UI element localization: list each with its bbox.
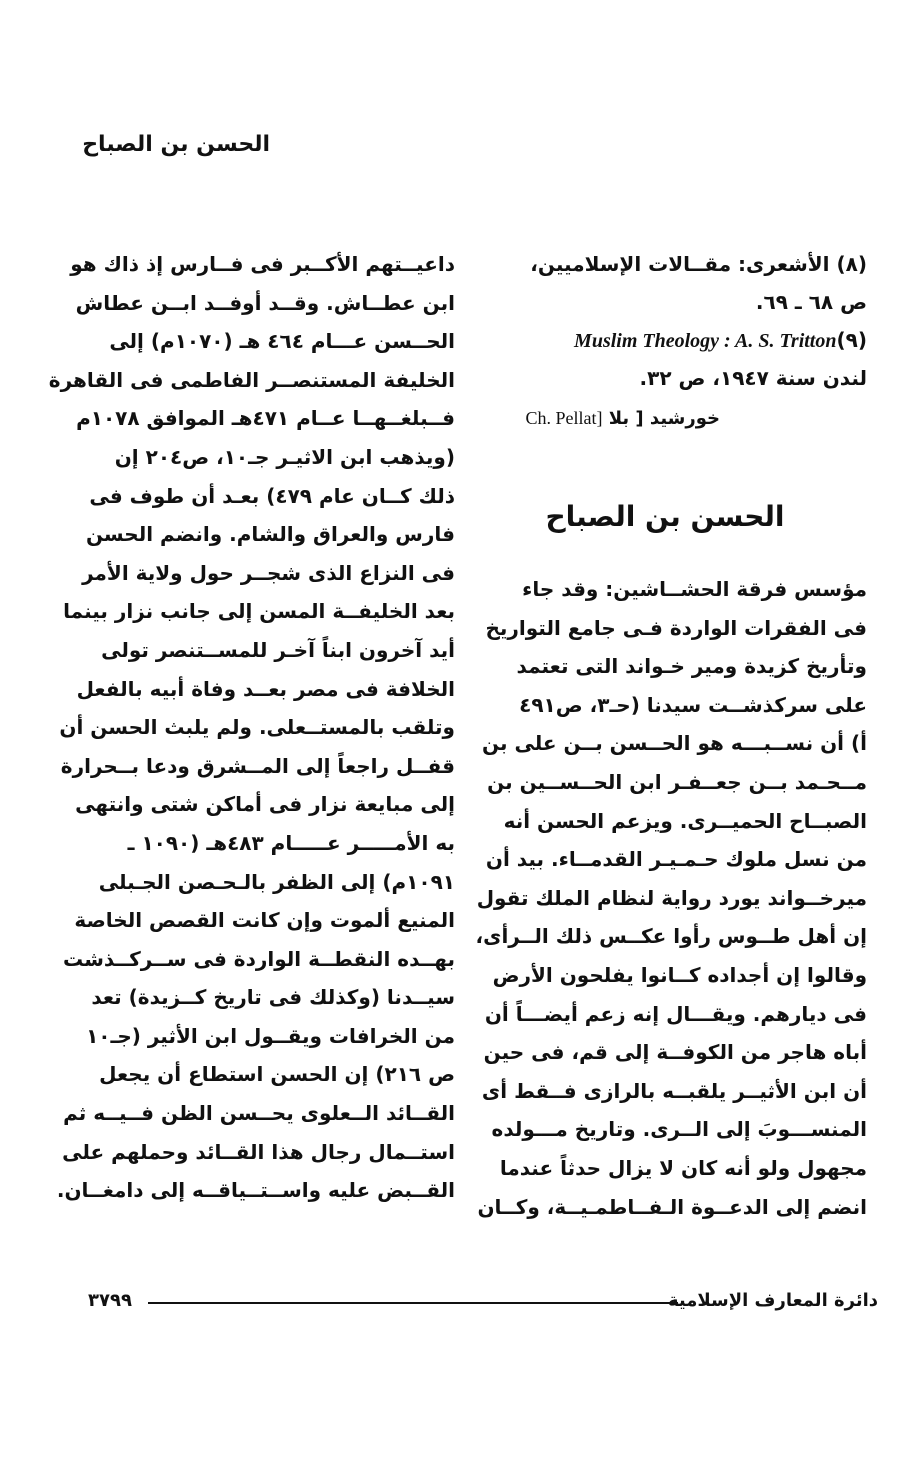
text-line: فى ديارهم. ويقـــال إنه زعم أيضـــاً أن (484, 1001, 867, 1026)
text-line: إن أهل طــوس رأوا عكــس ذلك الــرأى، (475, 924, 867, 949)
footer-rule (148, 1302, 678, 1304)
text-line: القــائد الــعلوى يحــسن الظن فــيــه ثم (63, 1101, 455, 1126)
text-line: الخليفة المستنصــر الفاطمى فى القاهرة (48, 367, 455, 392)
text-line: بعد الخليفــة المسن إلى جانب نزار بينما (63, 599, 455, 624)
author-signature (510, 408, 720, 429)
text-line: الحــسن عـــام ٤٦٤ هـ (١٠٧٠م) إلى (109, 329, 455, 354)
article-title: الحسن بن الصباح (545, 500, 785, 533)
text-line: استــمال رجال هذا القــائد وحملهم على (62, 1139, 455, 1164)
text-line: انضم إلى الدعــوة الـفــاطمـيــة، وكــان (477, 1194, 867, 1219)
text-line: ص ٢١٦) إن الحسن استطاع أن يجعل (99, 1062, 455, 1087)
left-column-text (48, 245, 455, 1210)
text-line: قفــل راجعاً إلى المــشرق ودعا بــحرارة (60, 753, 455, 778)
references-block (500, 245, 867, 397)
text-line: وتلقب بالمستــعلى. ولم يلبث الحسن أن (59, 715, 455, 740)
author-arabic: خورشيد [ بلا (608, 408, 720, 429)
reference-line: (٨) الأشعرى: مقــالات الإسلاميين، (530, 252, 867, 276)
reference-line: (٩)Muslim Theology : A. S. Tritton (574, 328, 867, 352)
text-line: بهــده النقطــة الواردة فى ســركــذشت (63, 946, 455, 971)
reference-line: ص ٦٨ ـ ٦٩. (755, 290, 867, 314)
text-line: المنســـوبَ إلى الــرى. وتاريخ مـــولده (491, 1117, 867, 1142)
text-line: من نسل ملوك حـمـيـر القدمــاء. بيد أن (485, 847, 867, 872)
text-line: ١٠٩١م) إلى الظفر بالـحـصن الجـبلى (98, 869, 455, 894)
text-line: فى النزاع الذى شجــر حول ولاية الأمر (82, 560, 455, 585)
text-line: على سركذشــت سيدنا (حـ٣، ص٤٩١ (519, 692, 867, 717)
author-latin: Ch. Pellat] (525, 408, 603, 428)
text-line: أيد آخرون ابناً آخـر للمســتنصر تولى (101, 637, 455, 662)
text-line: القــبض عليه واســتــياقــه إلى دامغــان. (56, 1178, 455, 1203)
text-line: المنيع ألموت وإن كانت القصص الخاصة (74, 908, 455, 933)
text-line: أ) أن نســبـــه هو الحــسن بــن على بن (482, 731, 867, 756)
text-line: داعيــتهم الأكــبر فى فــارس إذ ذاك هو (70, 252, 455, 276)
reference-latin-title: Muslim Theology : A. S. Tritton (574, 330, 837, 352)
reference-line: لندن سنة ١٩٤٧، ص ٣٢. (639, 366, 867, 390)
page-number: ٣٧٩٩ (88, 1290, 132, 1311)
text-line: وقالوا إن أجداده كــانوا يفلحون الأرض (492, 962, 867, 987)
text-line: أباه هاجر من الكوفــة إلى قم، فى حين (483, 1040, 867, 1065)
text-line: مجهول ولو أنه كان لا يزال حدثاً عندما (499, 1155, 867, 1180)
text-line: فــبلغــهــا عــام ٤٧١هـ الموافق ١٠٧٨م (76, 406, 455, 431)
text-line: الصبــاح الحميــرى. ويزعم الحسن أنه (503, 808, 867, 833)
text-line: فارس والعراق والشام. وانضم الحسن (85, 522, 455, 547)
text-line: فى الفقرات الواردة فـى جامع التواريخ (485, 615, 867, 640)
text-line: ابن عطــاش. وقــد أوفــد ابــن عطاش (75, 290, 455, 315)
text-line: إلى مبايعة نزار فى أماكن شتى وانتهى (75, 792, 455, 817)
text-line: الخلافة فى مصر بعــد وفاة أبيه بالفعل (76, 676, 455, 701)
right-column-text (475, 570, 867, 1226)
text-line: وتأريخ كزيدة ومير خـواند التى تعتمد (516, 654, 867, 679)
running-header: الحسن بن الصباح (82, 132, 270, 157)
text-line: (ويذهب ابن الاثيـر جـ١٠، ص٢٠٤ إن (114, 444, 455, 469)
publication-name: دائرة المعارف الإسلامية (667, 1290, 878, 1311)
text-line: مــحـمد بــن جعــفـر ابن الحــســين بن (487, 769, 867, 794)
text-line: ذلك كــان عام ٤٧٩) بعـد أن طوف فى (89, 483, 455, 508)
text-line: مؤسس فرقة الحشــاشين: وقد جاء (522, 577, 867, 601)
text-line: به الأمـــــر عـــــام ٤٨٣هـ (١٠٩٠ ـ (127, 830, 455, 855)
text-line: أن ابن الأثيــر يلقبــه بالرازى فــقط أى (481, 1078, 867, 1103)
text-line: من الخرافات ويقــول ابن الأثير (جـ١٠ (86, 1023, 455, 1048)
text-line: سيــدنا (وكذلك فى تاريخ كــزيدة) تعد (91, 985, 455, 1010)
text-line: ميرخــواند يورد رواية لنظام الملك تقول (476, 885, 867, 910)
